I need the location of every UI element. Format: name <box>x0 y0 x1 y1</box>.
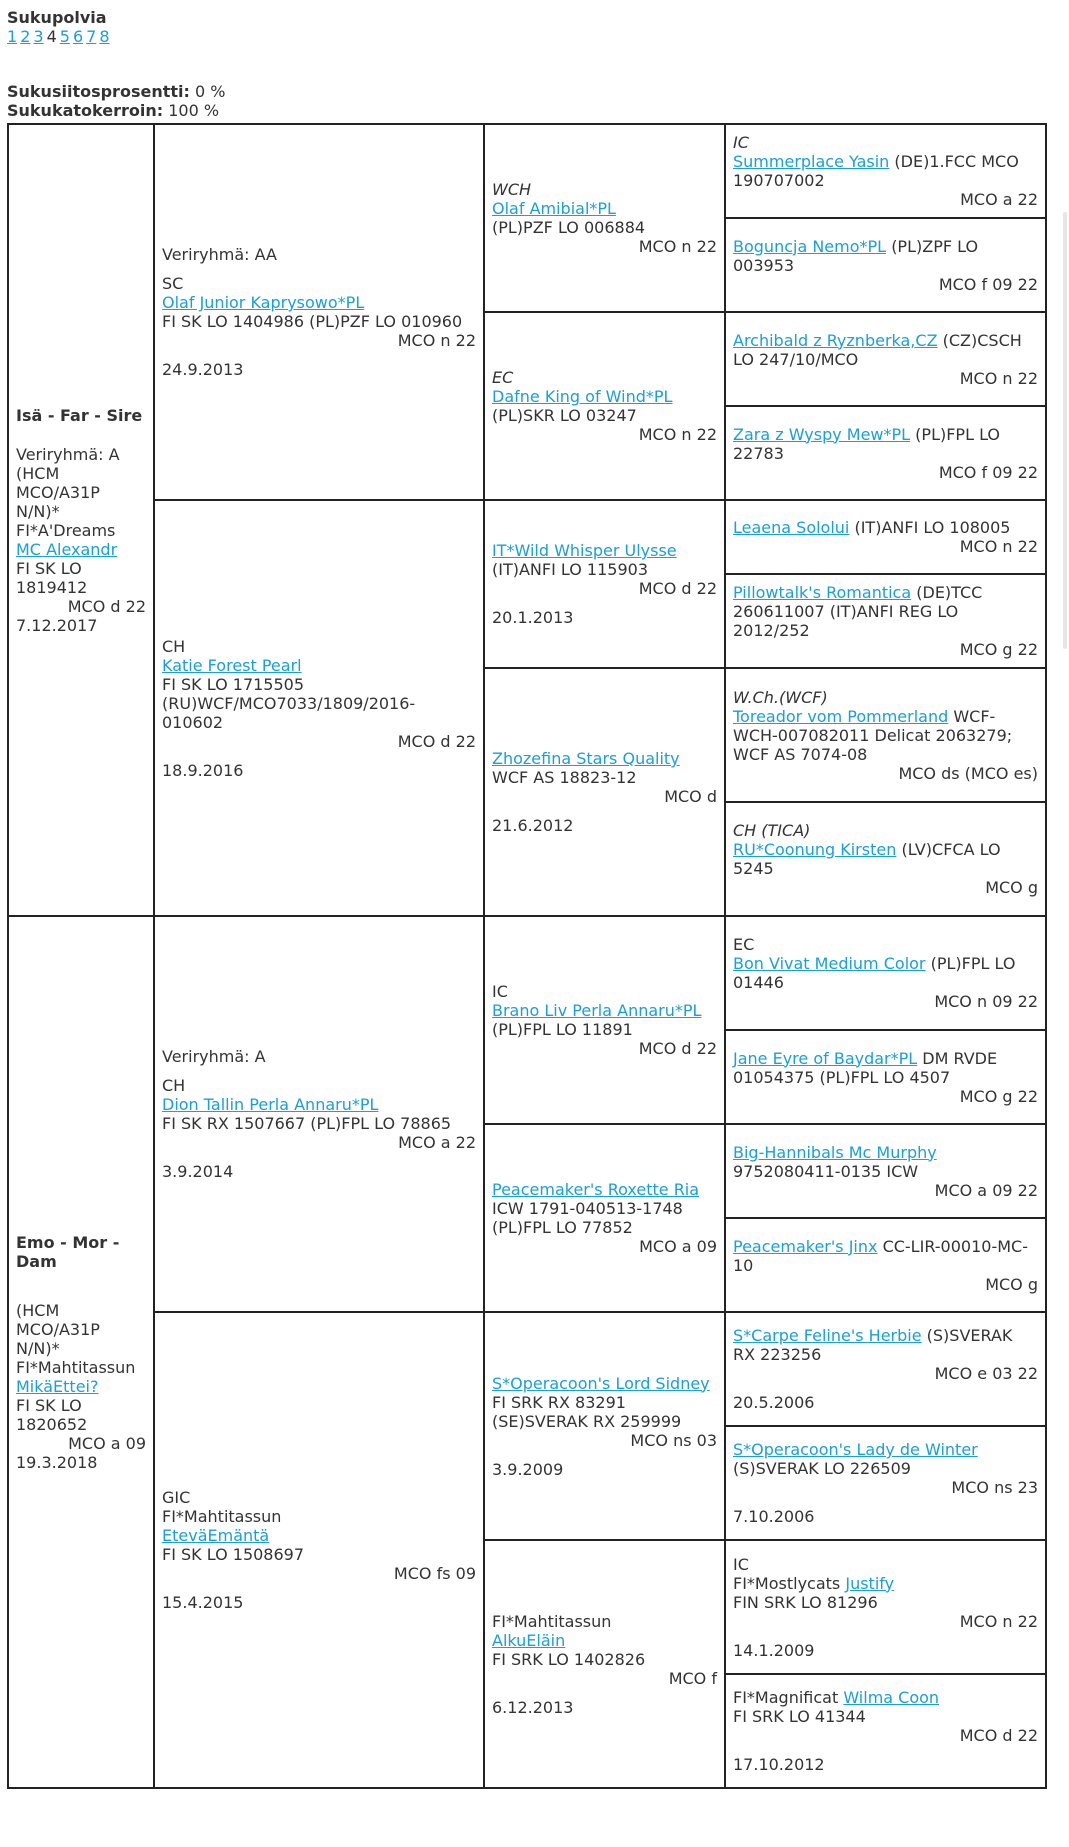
dd-prefix: FI*Mahtitassun <box>162 1507 282 1526</box>
ds-cell <box>154 916 484 1312</box>
sd-dob: 18.9.2016 <box>162 760 244 780</box>
ds-name-link[interactable]: Dion Tallin Perla Annaru*PL <box>162 1095 379 1114</box>
g4-ems-12: MCO g <box>985 1274 1038 1294</box>
g4-reg-6: (DE)TCC 260611007 (IT)ANFI REG LO 2012/252 <box>733 583 983 640</box>
dss-name-link[interactable]: Brano Liv Perla Annaru*PL <box>492 1001 702 1020</box>
sds-ems: MCO d 22 <box>638 579 717 598</box>
g4-ems-2: MCO f 09 22 <box>938 274 1038 294</box>
g4-cell-7 <box>725 668 1046 802</box>
ss-title: SC <box>162 274 184 293</box>
dam-test: (HCM MCO/A31P N/N)* <box>16 1300 100 1358</box>
g4-prefix-16: FI*Magnificat <box>733 1688 839 1707</box>
sire-prefix: FI*A'Dreams <box>16 520 116 540</box>
generation-link-5[interactable]: 5 <box>59 27 70 46</box>
ddd-prefix: FI*Mahtitassun <box>492 1611 612 1631</box>
dam-cell <box>8 916 154 1788</box>
g4-dob-14: 7.10.2006 <box>733 1507 815 1526</box>
g4-name-link-8[interactable]: RU*Coonung Kirsten <box>733 840 897 859</box>
loss-label: Sukukatokerroin: <box>7 101 164 120</box>
g4-dob-16: 17.10.2012 <box>733 1755 825 1774</box>
g4-dob-15: 14.1.2009 <box>733 1640 815 1660</box>
g4-reg-10: DM RVDE 01054375 (PL)FPL LO 4507 <box>733 1048 998 1087</box>
sd-cell <box>154 500 484 916</box>
pedigree-table <box>7 123 1047 1789</box>
ss-blood-group: Veriryhmä: AA <box>162 245 277 264</box>
g4-name-link-4[interactable]: Zara z Wyspy Mew*PL <box>733 424 911 444</box>
sdd-cell <box>484 668 725 916</box>
ssd-title: EC <box>492 368 514 387</box>
g4-cell-6 <box>725 574 1046 668</box>
ss-dob: 24.9.2013 <box>162 360 244 379</box>
dd-name-link[interactable]: EteväEmäntä <box>162 1526 270 1545</box>
generation-link-1[interactable]: 1 <box>7 27 18 46</box>
ssd-ems: MCO n 22 <box>638 425 717 444</box>
loss-value: 100 % <box>168 101 220 120</box>
sss-title: WCH <box>492 180 532 199</box>
loss-line <box>7 101 219 120</box>
sd-title: CH <box>162 636 186 656</box>
g4-cell-13 <box>725 1312 1046 1426</box>
generation-link-6[interactable]: 6 <box>72 27 84 46</box>
g4-title-15: IC <box>733 1554 749 1574</box>
dds-dob: 3.9.2009 <box>492 1459 564 1479</box>
ds-reg: FI SK RX 1507667 (PL)FPL LO 78865 <box>162 1114 452 1133</box>
ds-title: CH <box>162 1076 186 1095</box>
g4-name-link-10[interactable]: Jane Eyre of Baydar*PL <box>733 1048 918 1068</box>
dam-reg: FI SK LO 1820652 <box>16 1395 88 1434</box>
g4-reg-2: (PL)ZPF LO 003953 <box>733 236 979 275</box>
sdd-reg: WCF AS 18823-12 <box>492 768 637 787</box>
g4-cell-9 <box>725 916 1046 1030</box>
g4-ems-15: MCO n 22 <box>959 1611 1038 1631</box>
g4-name-link-3[interactable]: Archibald z Ryznberka,CZ <box>733 330 938 350</box>
g4-reg-7: WCF-WCH-007082011 Delicat 2063279; WCF AS 7074-08 <box>733 706 1013 764</box>
g4-ems-3: MCO n 22 <box>959 368 1038 388</box>
dss-cell <box>484 916 725 1124</box>
g4-name-link-14[interactable]: S*Operacoon's Lady de Winter <box>733 1440 978 1459</box>
sss-name-link[interactable]: Olaf Amibial*PL <box>492 199 616 218</box>
dam-dob: 19.3.2018 <box>16 1452 98 1472</box>
ss-reg: FI SK LO 1404986 (PL)PZF LO 010960 <box>162 312 463 331</box>
ddd-ems: MCO f <box>668 1668 717 1688</box>
ssd-name-link[interactable]: Dafne King of Wind*PL <box>492 387 673 406</box>
g4-reg-4: (PL)FPL LO 22783 <box>733 424 1001 463</box>
g4-name-link-15[interactable]: Justify <box>845 1573 895 1593</box>
sire-reg: FI SK LO 1819412 <box>16 558 88 597</box>
g4-ems-1: MCO a 22 <box>960 190 1038 209</box>
sss-cell <box>484 124 725 312</box>
g4-reg-14: (S)SVERAK LO 226509 <box>733 1459 911 1478</box>
g4-cell-8 <box>725 802 1046 916</box>
g4-cell-14 <box>725 1426 1046 1540</box>
dd-reg: FI SK LO 1508697 <box>162 1545 305 1564</box>
dam-ems: MCO a 09 <box>68 1433 146 1453</box>
dds-name-link[interactable]: S*Operacoon's Lord Sidney <box>492 1373 710 1393</box>
g4-cell-3 <box>725 312 1046 406</box>
ss-name-link[interactable]: Olaf Junior Kaprysowo*PL <box>162 293 365 312</box>
g4-ems-4: MCO f 09 22 <box>938 462 1038 482</box>
g4-reg-11: 9752080411-0135 ICW <box>733 1161 919 1181</box>
sdd-ems: MCO d <box>664 787 717 806</box>
g4-name-link-13[interactable]: S*Carpe Feline's Herbie <box>733 1326 922 1345</box>
g4-name-link-11[interactable]: Big-Hannibals Mc Murphy <box>733 1142 937 1162</box>
generation-link-8[interactable]: 8 <box>99 27 110 46</box>
dsd-cell <box>484 1124 725 1312</box>
g4-dob-13: 20.5.2006 <box>733 1393 815 1412</box>
sds-dob: 20.1.2013 <box>492 608 574 627</box>
dam-prefix: FI*Mahtitassun <box>16 1357 136 1377</box>
g4-ems-8: MCO g <box>985 878 1038 897</box>
sire-cell <box>8 124 154 916</box>
sdd-dob: 21.6.2012 <box>492 816 574 835</box>
ddd-cell <box>484 1540 725 1788</box>
generations-links <box>7 27 113 46</box>
dds-ems: MCO ns 03 <box>630 1430 717 1450</box>
g4-ems-16: MCO d 22 <box>959 1726 1038 1745</box>
g4-ems-11: MCO a 09 22 <box>934 1180 1038 1200</box>
dss-title: IC <box>492 982 508 1001</box>
g4-name-link-1[interactable]: Summerplace Yasin <box>733 152 890 171</box>
g4-ems-14: MCO ns 23 <box>951 1478 1038 1497</box>
sds-reg: (IT)ANFI LO 115903 <box>492 560 648 579</box>
inbreeding-label: Sukusiitosprosentti: <box>7 82 190 101</box>
ds-ems: MCO a 22 <box>398 1133 476 1152</box>
g4-cell-5 <box>725 500 1046 574</box>
generation-link-3[interactable]: 3 <box>33 27 44 46</box>
dam-name-link[interactable]: MikäEttei? <box>16 1376 99 1396</box>
g4-name-link-12[interactable]: Peacemaker's Jinx <box>733 1236 878 1256</box>
g4-ems-9: MCO n 09 22 <box>934 992 1038 1011</box>
dsd-reg: ICW 1791-040513-1748 (PL)FPL LO 77852 <box>492 1199 683 1237</box>
generation-link-2[interactable]: 2 <box>20 27 31 46</box>
generation-current: 4 <box>46 27 57 46</box>
g4-name-link-2[interactable]: Boguncja Nemo*PL <box>733 236 887 256</box>
dsd-ems: MCO a 09 <box>639 1237 717 1256</box>
dam-role: Emo - Mor - Dam <box>16 1232 120 1271</box>
g4-cell-16 <box>725 1674 1046 1788</box>
g4-name-link-16[interactable]: Wilma Coon <box>843 1688 940 1707</box>
g4-reg-5: (IT)ANFI LO 108005 <box>854 518 1011 537</box>
g4-prefix-15: FI*Mostlycats <box>733 1573 841 1593</box>
dds-cell <box>484 1312 725 1540</box>
g4-cell-12 <box>725 1218 1046 1312</box>
sd-reg: FI SK LO 1715505 (RU)WCF/MCO7033/1809/2016-010602 <box>162 674 416 732</box>
g4-name-link-6[interactable]: Pillowtalk's Romantica <box>733 583 912 602</box>
ssd-cell <box>484 312 725 500</box>
g4-name-link-9[interactable]: Bon Vivat Medium Color <box>733 954 926 973</box>
g4-reg-12: CC-LIR-00010-MC-10 <box>733 1236 1028 1275</box>
dd-ems: MCO fs 09 <box>393 1564 476 1583</box>
dd-dob: 15.4.2015 <box>162 1593 244 1612</box>
dss-reg: (PL)FPL LO 11891 <box>492 1020 633 1039</box>
ddd-dob: 6.12.2013 <box>492 1697 574 1717</box>
generation-link-7[interactable]: 7 <box>86 27 97 46</box>
sds-cell <box>484 500 725 668</box>
g4-reg-1: (DE)1.FCC MCO 190707002 <box>733 152 1019 190</box>
dss-ems: MCO d 22 <box>638 1039 717 1058</box>
inbreeding-line <box>7 82 225 101</box>
dd-title: GIC <box>162 1488 191 1507</box>
sire-dob: 7.12.2017 <box>16 615 98 635</box>
g4-reg-9: (PL)FPL LO 01446 <box>733 954 1016 992</box>
g4-ems-6: MCO g 22 <box>959 640 1038 659</box>
sss-reg: (PL)PZF LO 006884 <box>492 218 646 237</box>
sire-name-link[interactable]: MC Alexandr <box>16 539 118 559</box>
g4-reg-16: FI SRK LO 41344 <box>733 1707 866 1726</box>
inbreeding-value: 0 % <box>194 82 226 101</box>
g4-ems-13: MCO e 03 22 <box>934 1364 1038 1383</box>
sire-test: (HCM MCO/A31P N/N)* <box>16 463 100 521</box>
g4-title-8: CH (TICA) <box>733 821 811 840</box>
ddd-reg: FI SRK LO 1402826 <box>492 1649 646 1669</box>
g4-name-link-7[interactable]: Toreador vom Pommerland <box>733 706 949 726</box>
ssd-reg: (PL)SKR LO 03247 <box>492 406 637 425</box>
dd-cell <box>154 1312 484 1788</box>
sdd-name-link[interactable]: Zhozefina Stars Quality <box>492 749 680 768</box>
g4-title-7: W.Ch.(WCF) <box>733 687 828 707</box>
ds-dob: 3.9.2014 <box>162 1162 234 1181</box>
g4-cell-4 <box>725 406 1046 500</box>
g4-title-9: EC <box>733 935 755 954</box>
g4-ems-10: MCO g 22 <box>959 1086 1038 1106</box>
g4-ems-5: MCO n 22 <box>959 537 1038 556</box>
g4-cell-1 <box>725 124 1046 218</box>
sss-ems: MCO n 22 <box>638 237 717 256</box>
dds-reg: FI SRK RX 83291 (SE)SVERAK RX 259999 <box>492 1392 682 1431</box>
g4-ems-7: MCO ds (MCO es) <box>898 763 1038 783</box>
g4-cell-15 <box>725 1540 1046 1674</box>
sire-role: Isä - Far - Sire <box>16 405 143 425</box>
ds-blood-group: Veriryhmä: A <box>162 1047 266 1066</box>
g4-cell-10 <box>725 1030 1046 1124</box>
sds-name-link[interactable]: IT*Wild Whisper Ulysse <box>492 541 677 560</box>
ddd-name-link[interactable]: AlkuEläin <box>492 1630 566 1650</box>
g4-reg-13: (S)SVERAK RX 223256 <box>733 1326 1013 1364</box>
g4-reg-15: FIN SRK LO 81296 <box>733 1592 878 1612</box>
ss-cell <box>154 124 484 500</box>
dsd-name-link[interactable]: Peacemaker's Roxette Ria <box>492 1180 700 1199</box>
g4-reg-3: (CZ)CSCH LO 247/10/MCO <box>733 330 1022 369</box>
g4-cell-11 <box>725 1124 1046 1218</box>
g4-cell-2 <box>725 218 1046 312</box>
sire-ems: MCO d 22 <box>67 596 146 616</box>
sd-name-link[interactable]: Katie Forest Pearl <box>162 655 302 675</box>
ss-ems: MCO n 22 <box>397 331 476 350</box>
sire-blood-group: Veriryhmä: A <box>16 444 120 464</box>
g4-name-link-5[interactable]: Leaena Sololui <box>733 518 850 537</box>
scrollbar[interactable] <box>1063 212 1067 649</box>
g4-reg-8: (LV)CFCA LO 5245 <box>733 840 1001 878</box>
g4-title-1: IC <box>733 133 749 152</box>
sd-ems: MCO d 22 <box>397 731 476 751</box>
generations-label: Sukupolvia <box>7 8 107 27</box>
